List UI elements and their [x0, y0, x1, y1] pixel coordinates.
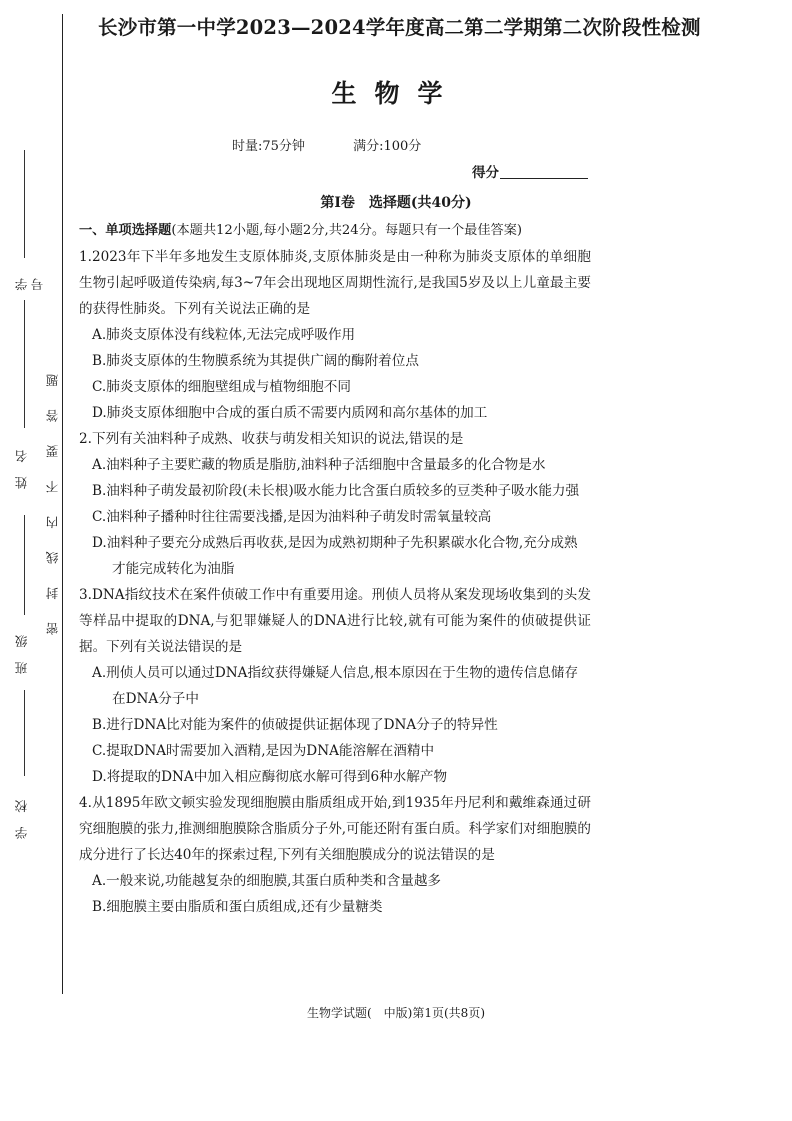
class-label: 班级 [14, 621, 29, 674]
question-option[interactable]: A.一般来说,功能越复杂的细胞膜,其蛋白质种类和含量越多 [92, 873, 442, 889]
exam-meta [232, 135, 465, 154]
question-option[interactable]: C.肺炎支原体的细胞壁组成与植物细胞不同 [92, 379, 351, 395]
question-option[interactable]: B.油料种子萌发最初阶段(未长根)吸水能力比含蛋白质较多的豆类种子吸水能力强 [92, 483, 580, 499]
student-id-field[interactable] [14, 150, 45, 291]
question-stem: 3.DNA指纹技术在案件侦破工作中有重要用途。刑侦人员将从案发现场收集到的头发等样品中提取的DNA,与犯罪嫌疑人的DNA进行比较,就有可能为案件的侦破提供证据。下列有关说法错误的是 [79, 587, 591, 655]
question-stem: 2.下列有关油料种子成熟、收获与萌发相关知识的说法,错误的是 [79, 431, 464, 447]
question-option[interactable]: D.将提取的DNA中加入相应酶彻底水解可得到6种水解产物 [92, 769, 448, 785]
question-option[interactable]: B.肺炎支原体的生物膜系统为其提供广阔的酶附着位点 [92, 353, 419, 369]
score-blank[interactable] [500, 178, 588, 179]
question-option[interactable]: D.油料种子要充分成熟后再收获,是因为成熟初期种子先积累碳水化合物,充分成熟才能完成转化为油脂 [92, 535, 578, 577]
question-stem: 1.2023年下半年多地发生支原体肺炎,支原体肺炎是由一种称为肺炎支原体的单细胞生物引起呼吸道传染病,每3~7年会出现地区周期性流行,是我国5岁及以上儿童最主要的获得性肺炎。下列有关说法正确的是 [79, 249, 591, 317]
instruction-heading: 一、单项选择题 [79, 223, 172, 238]
school-underline [24, 690, 25, 776]
school-field[interactable] [14, 690, 36, 840]
question-option[interactable]: B.细胞膜主要由脂质和蛋白质组成,还有少量糖类 [92, 899, 383, 915]
name-field[interactable] [14, 300, 36, 510]
page-footer: 生物学试题( 中版)第1页(共8页) [307, 1006, 485, 1020]
school-label: 学校 [14, 786, 29, 839]
subject-title: 生物学 [331, 79, 461, 108]
binding-margin [0, 0, 70, 1121]
question-option[interactable]: A.油料种子主要贮藏的物质是脂肪,油料种子活细胞中含量最多的化合物是水 [92, 457, 546, 473]
binding-line [62, 14, 63, 994]
name-label: 姓名 [14, 436, 29, 489]
name-underline [24, 300, 25, 428]
question-option[interactable]: A.刑侦人员可以通过DNA指纹获得嫌疑人信息,根本原因在于生物的遗传信息储存在DNA分子中 [92, 665, 579, 707]
instruction-detail: (本题共12小题,每小题2分,共24分。每题只有一个最佳答案) [171, 223, 523, 238]
class-underline [24, 515, 25, 615]
question-option[interactable]: B.进行DNA比对能为案件的侦破提供证据体现了DNA分子的特异性 [92, 717, 498, 733]
full-score: 满分:100分 [353, 139, 422, 154]
question-stem: 4.从1895年欧文顿实验发现细胞膜由脂质组成开始,到1935年丹尼利和戴维森通过研究细胞膜的张力,推测细胞膜除含脂质分子外,可能还附有蛋白质。科学家们对细胞膜的成分进行了长达40年的探索过程,下列有关细胞膜成分的说法错误的是 [79, 795, 591, 863]
question-area [79, 218, 591, 920]
question-option[interactable]: C.提取DNA时需要加入酒精,是因为DNA能溶解在酒精中 [92, 743, 435, 759]
question-option[interactable]: C.油料种子播种时往往需要浅播,是因为油料种子萌发时需氧量较高 [92, 509, 492, 525]
class-field[interactable] [14, 515, 36, 675]
time-limit: 时量:75分钟 [232, 139, 305, 154]
score-label: 得分 [472, 165, 499, 181]
section-title: 第Ⅰ卷 选择题(共40分) [320, 195, 472, 211]
school-title: 长沙市第一中学2023—2024学年度高二第二学期第二次阶段性检测 [98, 16, 701, 39]
seal-notice: 密封线内不要答题 [45, 351, 60, 635]
question-option[interactable]: D.肺炎支原体细胞中合成的蛋白质不需要内质网和高尔基体的加工 [92, 405, 488, 421]
student-id-label: 学号 [14, 264, 45, 291]
question-option[interactable]: A.肺炎支原体没有线粒体,无法完成呼吸作用 [92, 327, 356, 343]
section-instruction [79, 218, 591, 244]
